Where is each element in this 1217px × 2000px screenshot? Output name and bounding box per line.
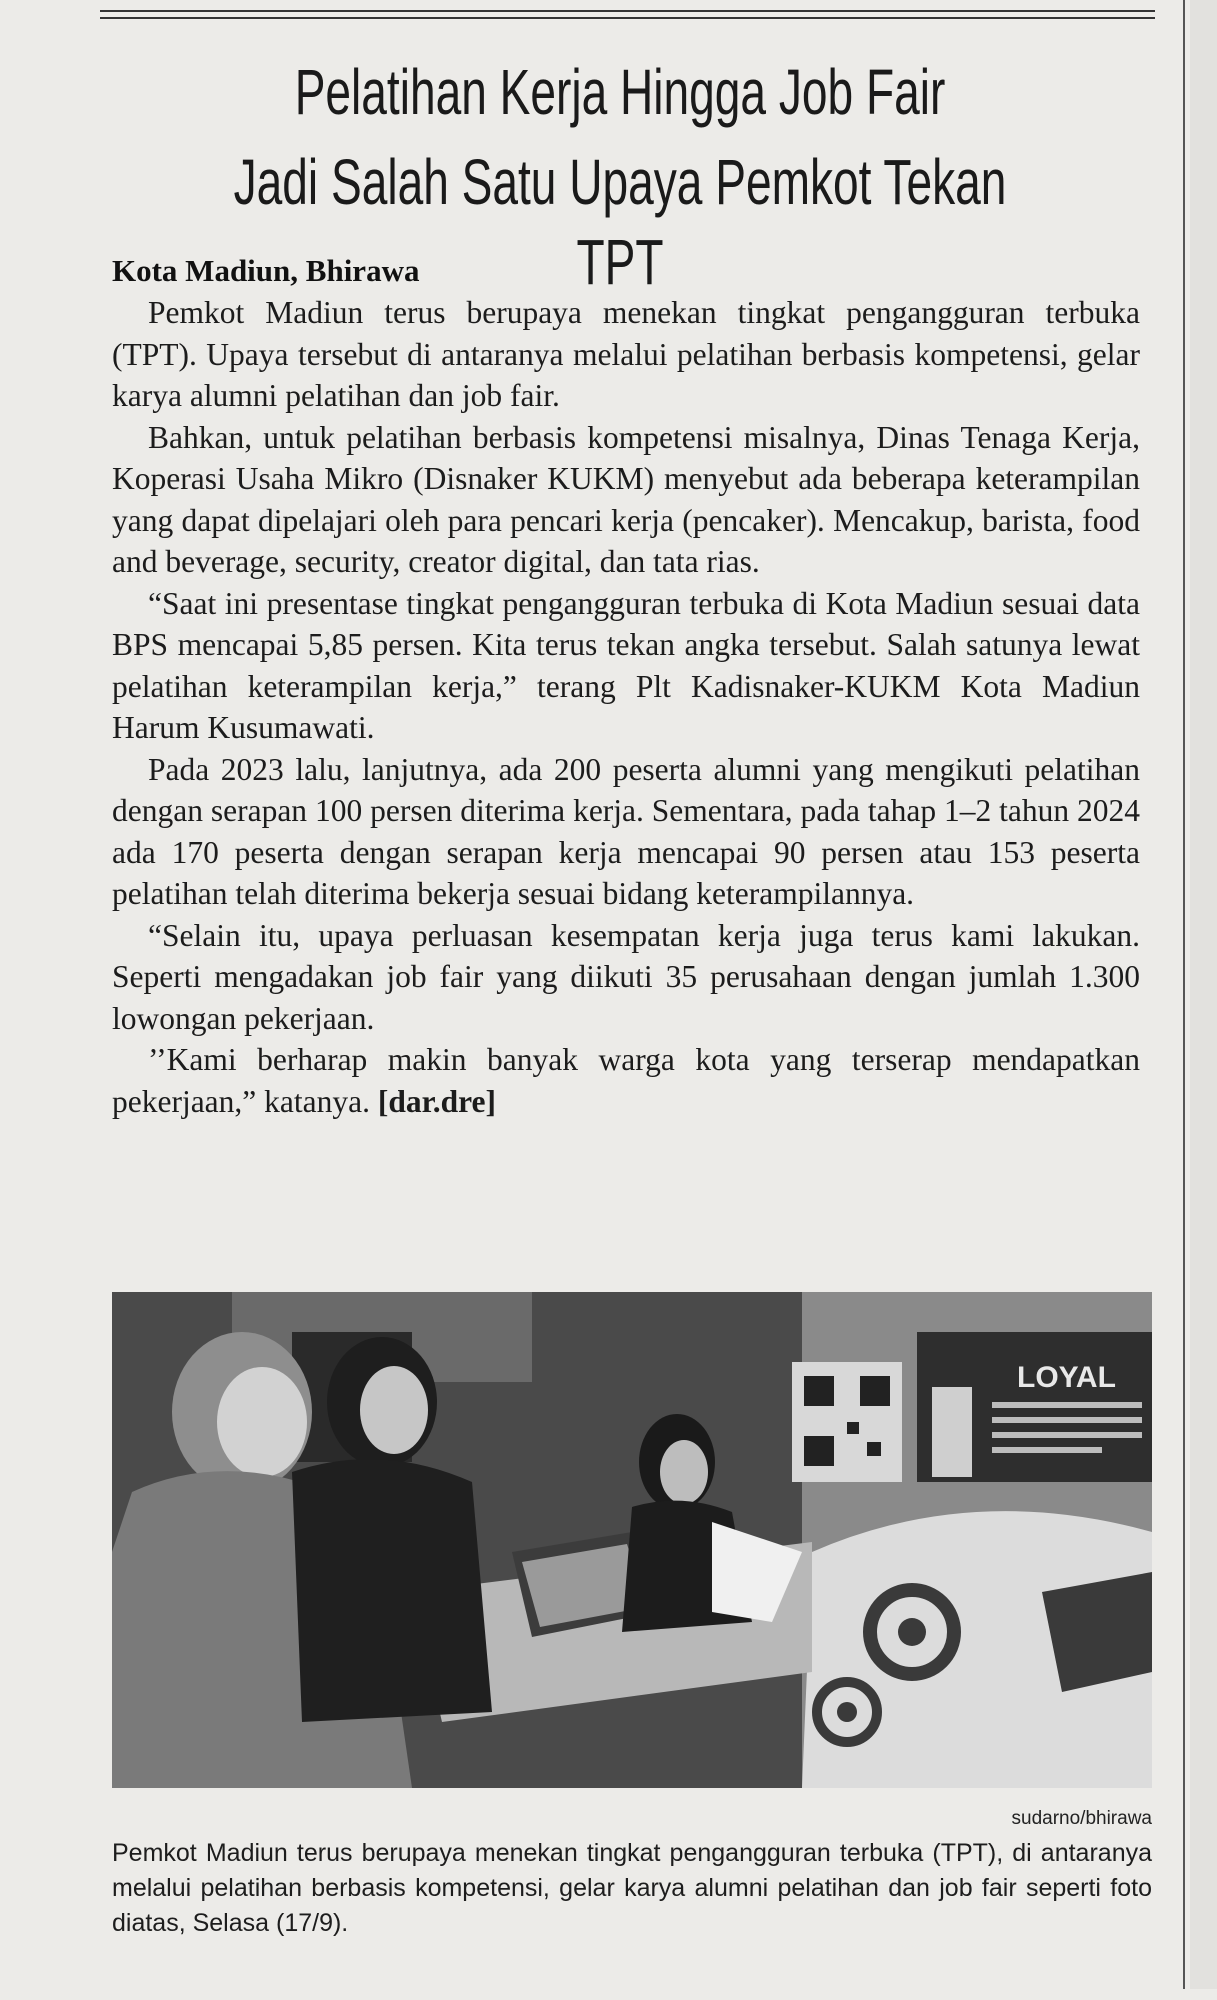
paragraph-5: “Selain itu, upaya perluasan kesempatan kerja juga terus kami lakukan. Seperti mengadakan job fair yang diikuti 35 perusahaan dengan jumlah 1.300 lowongan pekerjaan. bbox=[112, 917, 1140, 1036]
booth-sign-text: LOYAL bbox=[1017, 1361, 1116, 1394]
top-rule bbox=[100, 10, 1155, 12]
next-article-cutoff bbox=[112, 1960, 1152, 2000]
paragraph-3: “Saat ini presentase tingkat pengangguran terbuka di Kota Madiun sesuai data BPS mencapai 5,85 persen. Kita terus tekan angka tersebut. Salah satunya lewat pelatihan keterampilan kerja,” terang Plt Kadisnaker-KUKM Kota Madiun Harum Kusumawati. bbox=[112, 585, 1140, 745]
article-body bbox=[112, 252, 1140, 1122]
headline-line-1: Pelatihan Kerja Hingga Job Fair bbox=[294, 56, 946, 128]
paragraph-6-text: ’’Kami berharap makin banyak warga kota yang terserap mendapatkan pekerjaan,” katanya. bbox=[112, 1042, 1140, 1119]
paragraph-6 bbox=[112, 1039, 1140, 1122]
news-photo bbox=[112, 1292, 1152, 1788]
paragraph-1: Pemkot Madiun terus berupaya menekan tingkat pengangguran terbuka (TPT). Upaya tersebut di antaranya melalui pelatihan berbasis kompetensi, gelar karya alumni pelatihan dan job fair. bbox=[112, 295, 1140, 413]
paragraph-2: Bahkan, untuk pelatihan berbasis kompetensi misalnya, Dinas Tenaga Kerja, Koperasi Usaha Mikro (Disnaker KUKM) menyebut ada beberapa keterampilan yang dapat dipelajari oleh para pencari kerja (pencaker). Mencakup, barista, food and beverage, security, creator digital, dan tata rias. bbox=[112, 419, 1140, 579]
photo-illustration bbox=[112, 1292, 1152, 1788]
photo-caption: Pemkot Madiun terus berupaya menekan tingkat pengangguran terbuka (TPT), di antaranya melalui pelatihan berbasis kompetensi, gelar karya alumni pelatihan dan job fair seperti foto diatas, Selasa (17/9). bbox=[112, 1839, 1152, 1937]
author-tag: [dar.dre] bbox=[377, 1083, 496, 1119]
paragraph-4: Pada 2023 lalu, lanjutnya, ada 200 peserta alumni yang mengikuti pelatihan dengan serapan 100 persen diterima kerja. Sementara, pada tahap 1–2 tahun 2024 ada 170 peserta dengan serapan kerja mencapai 90 persen atau 153 peserta pelatihan telah diterima bekerja sesuai bidang keterampilannya. bbox=[112, 751, 1140, 911]
adjacent-column-bleed bbox=[1190, 0, 1217, 1989]
column-divider bbox=[1183, 0, 1185, 1989]
dateline: Kota Madiun, Bhirawa bbox=[112, 253, 420, 288]
photo-credit: sudarno/bhirawa bbox=[1011, 1808, 1152, 1829]
headline-line-2: Jadi Salah Satu Upaya Pemkot Tekan TPT bbox=[233, 146, 1007, 298]
top-rule-double bbox=[100, 17, 1155, 19]
